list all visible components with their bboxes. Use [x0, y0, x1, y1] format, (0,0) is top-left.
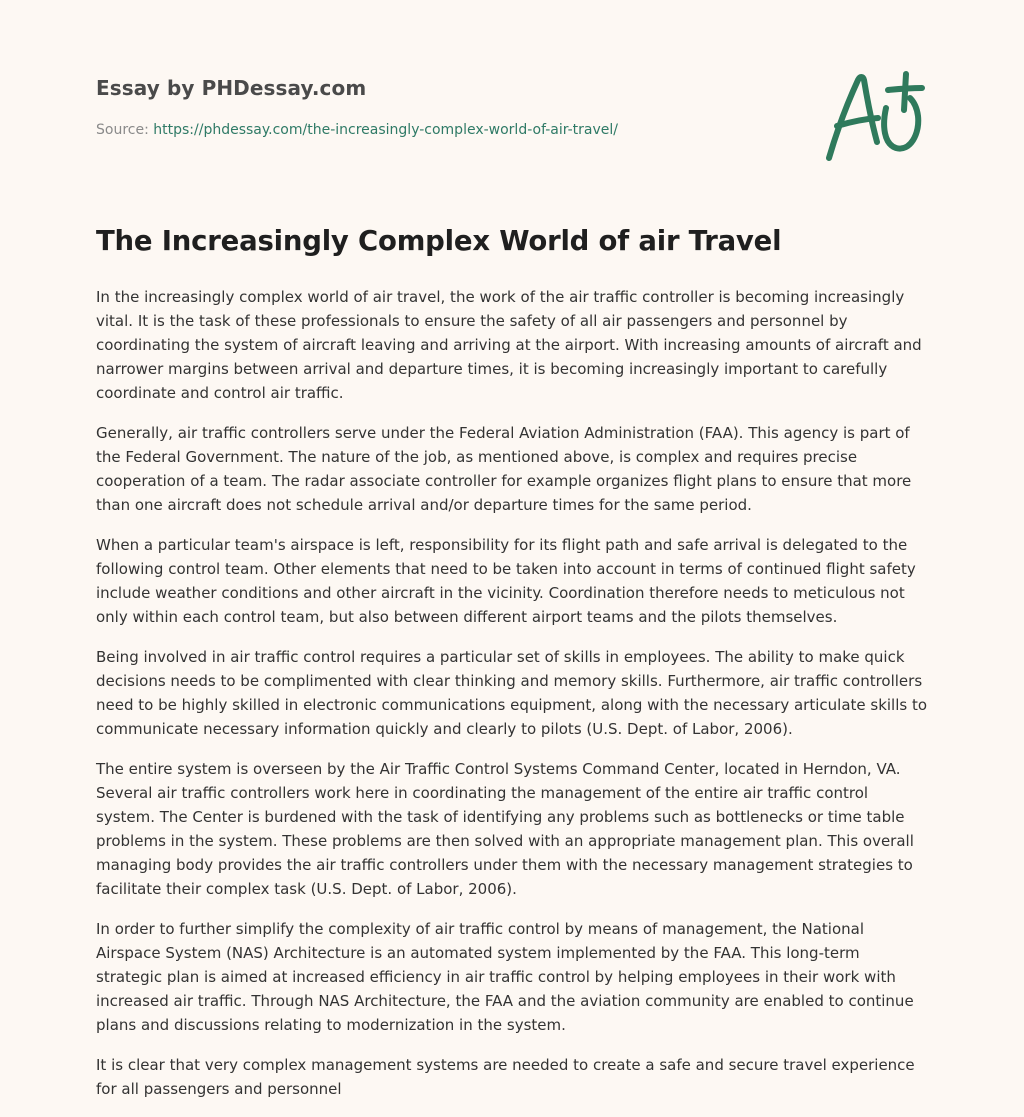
brand-title: Essay by PHDessay.com [96, 76, 367, 100]
source-label: Source: [96, 122, 149, 138]
paragraph: It is clear that very complex management systems are needed to create a safe and secure travel experience for all passengers and personnel [96, 1056, 915, 1098]
essay-body [96, 285, 928, 1117]
paragraph: Being involved in air traffic control requires a particular set of skills in employees. The ability to make quick decisions needs to be complimented with clear thinking and memory skills. Furthermore, air traffic controllers need to be highly skilled in electronic communications equipment, along with the necessary articulate skills to communicate necessary information quickly and clearly to pilots (U.S. Dept. of Labor, 2006). [96, 648, 928, 738]
paragraph: In order to further simplify the complexity of air traffic control by means of management, the National Airspace System (NAS) Architecture is an automated system implemented by the FAA. This long-term strategic plan is aimed at increased efficiency in air traffic control by helping employees in their work with increased air traffic. Through NAS Architecture, the FAA and the aviation community are enabled to continue plans and discussions relating to modernization in the system. [96, 920, 914, 1034]
source-link[interactable]: https://phdessay.com/the-increasingly-complex-world-of-air-travel/ [153, 122, 619, 138]
a-plus-logo-graphic [822, 68, 926, 164]
a-plus-logo-icon [822, 68, 926, 164]
paragraph: Generally, air traffic controllers serve under the Federal Aviation Administration (FAA). This agency is part of the Federal Government. The nature of the job, as mentioned above, is complex and requires precise cooperation of a team. The radar associate controller for example organizes flight plans to ensure that more than one aircraft does not schedule arrival and/or departure times for the same period. [96, 424, 912, 514]
paragraph: The entire system is overseen by the Air Traffic Control Systems Command Center, located in Herndon, VA. Several air traffic controllers work here in coordinating the management of the entire air traffic control system. The Center is burdened with the task of identifying any problems such as bottlenecks or time table problems in the system. These problems are then solved with an appropriate management plan. This overall managing body provides the air traffic controllers under them with the necessary management strategies to facilitate their complex task (U.S. Dept. of Labor, 2006). [96, 760, 914, 898]
essay-title: The Increasingly Complex World of air Travel [96, 225, 782, 257]
source-line [96, 122, 796, 138]
paragraph: When a particular team's airspace is left, responsibility for its flight path and safe arrival is delegated to the following control team. Other elements that need to be taken into account in terms of continued flight safety include weather conditions and other aircraft in the vicinity. Coordination therefore needs to meticulous not only within each control team, but also between different airport teams and the pilots themselves. [96, 536, 916, 626]
page-header [96, 76, 796, 138]
paragraph: In the increasingly complex world of air travel, the work of the air traffic controller is becoming increasingly vital. It is the task of these professionals to ensure the safety of all air passengers and personnel by coordinating the system of aircraft leaving and arriving at the airport. With increasing amounts of aircraft and narrower margins between arrival and departure times, it is becoming increasingly important to carefully coordinate and control air traffic. [96, 288, 922, 402]
